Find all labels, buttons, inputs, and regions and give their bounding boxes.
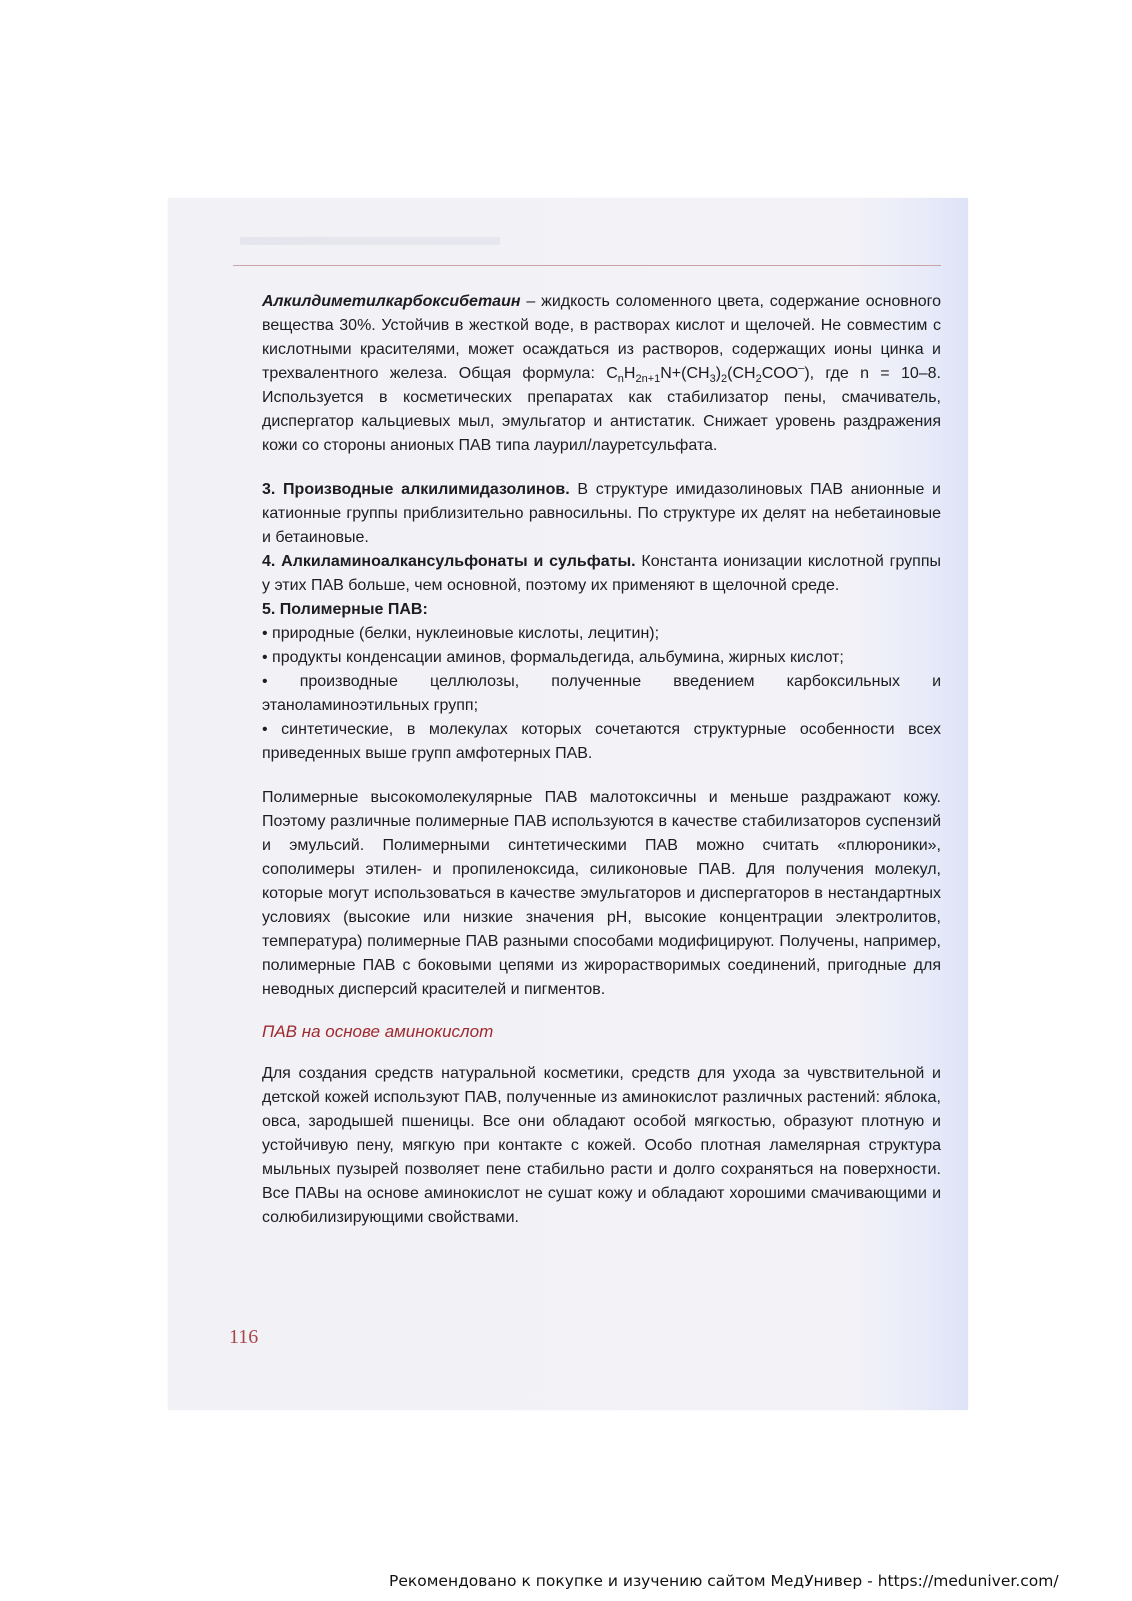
list-item: • природные (белки, нуклеиновые кислоты, лецитин); bbox=[262, 625, 660, 642]
spacer bbox=[262, 458, 941, 478]
betaine-text-b: , где n = 10–8. Используется в косметических препаратах как стабилизатор пены, смачиватель, диспергатор кальциевых мыл, эмульгатор и антистатик. Снижает уровень раздражения кожи со стороны анионых ПАВ типа лаурил/лауретсульфата. bbox=[262, 365, 941, 454]
footer-note: Рекомендовано к покупке и изучению сайтом МедУнивер - https://meduniver.com/ bbox=[389, 1572, 1059, 1590]
paragraph-betaine bbox=[262, 290, 941, 458]
heading-polymeric: 5. Полимерные ПАВ: bbox=[262, 601, 428, 618]
imidazolines-text: В структуре имидазолиновых ПАВ анионные и катионные группы приблизительно равносильны. По структуре их делят на небетаиновые и бетаиновые. bbox=[262, 481, 941, 546]
list-item: • продукты конденсации аминов, формальдегида, альбумина, жирных кислот; bbox=[262, 649, 844, 666]
section-heading: ПАВ на основе аминокислот bbox=[262, 1022, 494, 1041]
heading-imidazolines: 3. Производные алкилимидазолинов. bbox=[262, 481, 570, 498]
spacer bbox=[262, 1044, 941, 1062]
spacer bbox=[262, 1002, 941, 1020]
paragraph-polymeric-surfactants: Полимерные высокомолекулярные ПАВ малотоксичны и меньше раздражают кожу. Поэтому различные полимерные ПАВ используются в качестве стабилизаторов суспензий и эмульсий. Полимерными синтетическими ПАВ можно считать «плюроники», сополимеры этилен- и пропиленоксида, силиконовые ПАВ. Для получения молекул, которые могут использоваться в качестве эмульгаторов и диспергаторов в нестандартных условиях (высокие или низкие значения pH, высокие концентрации электролитов, температура) полимерные ПАВ разными способами модифицируют. Получены, например, полимерные ПАВ с боковыми цепями из жирорастворимых соединений, пригодные для неводных дисперсий красителей и пигментов. bbox=[262, 789, 941, 998]
betaine-text-a: – жидкость соломенного цвета, содержание основного вещества 30%. Устойчив в жесткой воде, в растворах кислот и щелочей. Не совместим с кислотными красителями, может осаждаться из растворов, содержащих ионы цинка и трехвалентного железа. Общая формула: bbox=[262, 293, 941, 382]
page-body bbox=[262, 290, 941, 1230]
general-formula: $C_nH_{2n+1}N+(CH_3)_2(CH_2COO^-)$ bbox=[606, 362, 810, 386]
paragraph-imidazolines bbox=[262, 478, 941, 550]
running-header bbox=[240, 237, 500, 245]
paragraph-sulfonates bbox=[262, 550, 941, 598]
heading-sulfonates: 4. Алкиламиноалкансульфонаты и сульфаты. bbox=[262, 553, 636, 570]
paragraph-amino-acid-surfactants: Для создания средств натуральной косметики, средств для ухода за чувствительной и детской кожей используют ПАВ, полученные из аминокислот различных растений: яблока, овса, зародышей пшеницы. Все они обладают особой мягкостью, образуют плотную и устойчивую пену, мягкую при контакте с кожей. Особо плотная ламелярная структура мыльных пузырей позволяет пене стабильно расти и долго сохраняться на поверхности. Все ПАВы на основе аминокислот не сушат кожу и обладают хорошими смачивающими и солюбилизирующими свойствами. bbox=[262, 1065, 941, 1226]
page-number: 116 bbox=[229, 1326, 259, 1348]
list-item: • производные целлюлозы, полученные введением карбоксильных и этаноламиноэтильных групп; bbox=[262, 673, 941, 714]
sulfonates-text: Константа ионизации кислотной группы у этих ПАВ больше, чем основной, поэтому их применяют в щелочной среде. bbox=[262, 553, 942, 594]
spacer bbox=[262, 766, 941, 786]
list-item: • синтетические, в молекулах которых сочетаются структурные особенности всех приведенных выше групп амфотерных ПАВ. bbox=[262, 721, 941, 762]
term-betaine: Алкилдиметилкарбоксибетаин bbox=[262, 293, 521, 310]
header-rule bbox=[233, 265, 941, 266]
